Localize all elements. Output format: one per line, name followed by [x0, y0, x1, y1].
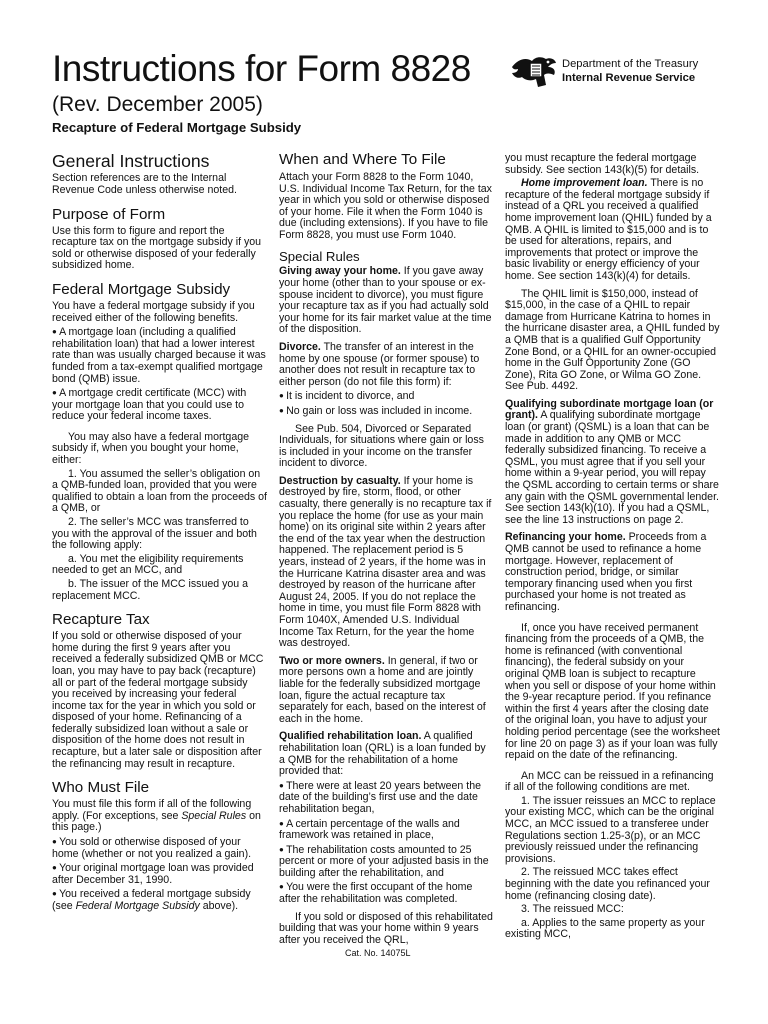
- column-3: [505, 153, 720, 943]
- heading-general-instructions: General Instructions: [52, 151, 210, 171]
- bullet-fms-2: ● A mortgage credit certificate (MCC) with your mortgage loan that you could use to reduce your federal income taxes.: [52, 387, 267, 423]
- paragraph-qsml: Qualifying subordinate mortgage loan (or grant). A qualifying subordinate mortgage loan (or grant) (QSML) is a loan that can be made in addition to any QMB or MCC federally subsidized financing. To receive a QSML, you must agree that if you sell your home within a 9-year period, you will repay the QSML according to certain terms or share any gain with the QSML governmental lender. See section 143(k)(10). If you had a QSML, see the line 13 instructions on page 2.: [505, 397, 719, 526]
- item-1: 1. You assumed the seller’s obligation on a QMB-funded loan, provided that you were qualified to obtain a loan from the proceeds of a QMB, or: [52, 467, 267, 515]
- mcc-item-3: 3. The reissued MCC:: [521, 903, 624, 916]
- form-subtitle: Recapture of Federal Mortgage Subsidy: [52, 120, 302, 135]
- paragraph-qhil-limit: The QHIL limit is $150,000, instead of $15,000, in the case of a QHIL to repair damage from Hurricane Katrina to homes in the hurricane disaster area, a QHIL funded by a QMB that is a qualified Gulf Opportunity Zone Bond, or a QHIL for an owner-occupied home in the Gulf Opportunity Zone (GO Zone), Rita GO Zone, or Wilma GO Zone. See Pub. 4492.: [505, 287, 720, 393]
- department-name: Department of the Treasury: [562, 58, 699, 70]
- heading-special-rules: Special Rules: [279, 248, 360, 264]
- item-a: a. You met the eligibility requirements needed to get an MCC, and: [52, 552, 244, 577]
- paragraph-see-pub: See Pub. 504, Divorced or Separated Individuals, for situations where gain or loss is included in your income on the transfer incident to divorce.: [279, 422, 484, 470]
- heading-purpose: Purpose of Form: [52, 205, 166, 223]
- paragraph-casualty: Destruction by casualty. If your home is destroyed by fire, storm, flood, or other casualty, there generally is no recapture tax if you replace the home (for use as your main home) on its original site within 2 years after the end of the tax year when the destruction happened. The replacement period is 5 years, instead of 2 years, if the home was in the Hurricane Katrina disaster area and was destroyed by reason of the hurricane after August 24, 2005. If you do not replace the home in time, you must file Form 8828 with Form 1040X, Amended U.S. Individual Income Tax Return, for the year the home was destroyed.: [279, 474, 492, 650]
- heading-federal-mortgage-subsidy: Federal Mortgage Subsidy: [52, 280, 231, 298]
- bullet-who-1: ● You sold or otherwise disposed of your home (whether or not you realized a gain).: [52, 836, 267, 860]
- revision-date: (Rev. December 2005): [52, 93, 263, 116]
- heading-when-where: When and Where To File: [279, 151, 446, 168]
- heading-who-must-file: Who Must File: [52, 779, 150, 797]
- paragraph-recapture: If you sold or otherwise disposed of your home during the first 9 years after you received a federally subsidized QMB or MCC loan, you may have to pay back (recapture) all or part of the federal mortgage subsidy you received by increasing your federal income tax for the year in which you sold or disposed of your home. Refinancing of a federally subsidized loan without a sale or disposition of the home does not result in recapture, but a later sale or disposition after the refinancing may result in recapture.: [52, 630, 264, 770]
- bullet-qrl-4: ● You were the first occupant of the home after the rehabilitation was completed.: [279, 881, 494, 905]
- paragraph-mcc: An MCC can be reissued in a refinancing if all of the following conditions are met.: [505, 769, 714, 794]
- paragraph-once: If, once you have received permanent financing from the proceeds of a QMB, the home is refinanced (with conventional financing), the federal subsidy on your original QMB loan is subject to recapture when you sell or dispose of your home within the 9-year recapture period. If you refinance within the first 4 years after the closing date of the original loan, you have to adjust your holding period percentage (see the worksheet for line 20 on page 3) as if your loan was fully repaid on the date of the refinancing.: [505, 621, 720, 762]
- paragraph-divorce: Divorce. The transfer of an interest in the home by one spouse (or former spouse) to another does not result in recapture tax to either person (do not file this form) if:: [279, 340, 480, 388]
- agency-block: [510, 55, 735, 95]
- column-1: [52, 152, 267, 915]
- document-header: [52, 48, 732, 143]
- paragraph-purpose: Use this form to figure and report the recapture tax on the mortgage subsidy if you sold or otherwise disposed of your federally subsidized home.: [52, 224, 262, 272]
- bullet-who-2: ● Your original mortgage loan was provided after December 31, 1990.: [52, 862, 267, 886]
- paragraph-home-improvement: Home improvement loan. There is no recapture of the federal mortgage subsidy if instead of a QRL you received a qualified home improvement loan (QHIL) funded by a QMB. A QHIL is limited to $15,000 and is to be used for alterations, repairs, and improvements that protect or improve the basic livability or energy efficiency of your home. See section 143(k)(4) for details.: [505, 177, 712, 282]
- column-2: [279, 152, 494, 948]
- irs-name: Internal Revenue Service: [562, 72, 696, 84]
- bullet-qrl-2: ● A certain percentage of the walls and framework was retained in place,: [279, 818, 494, 842]
- paragraph-continued: you must recapture the federal mortgage subsidy. See section 143(k)(5) for details.: [505, 152, 700, 176]
- catalog-number: Cat. No. 14075L: [345, 948, 411, 958]
- paragraph-also: You may also have a federal mortgage subsidy if, when you bought your home, either:: [52, 430, 249, 467]
- bullet-divorce-2: ● No gain or loss was included in income.: [279, 405, 494, 418]
- item-b: b. The issuer of the MCC issued you a replacement MCC.: [52, 578, 248, 602]
- mcc-item-a: a. Applies to the same property as your existing MCC,: [505, 916, 705, 941]
- bullet-who-3: ● You received a federal mortgage subsidy (see Federal Mortgage Subsidy above).: [52, 888, 267, 912]
- paragraph-general: Section references are to the Internal Revenue Code unless otherwise noted.: [52, 172, 237, 197]
- paragraph-fms: You have a federal mortgage subsidy if you received either of the following benefits.: [52, 299, 255, 324]
- paragraph-when: Attach your Form 8828 to the Form 1040, U.S. Individual Income Tax Return, for the tax year in which you sold or otherwise disposed of your home. File it when the Form 1040 is due (including extensions). If you have to file Form 8828, you must use Form 1040.: [279, 170, 492, 241]
- item-2: 2. The seller’s MCC was transferred to you with the approval of the issuer and both the following apply:: [52, 516, 257, 552]
- paragraph-giving: Giving away your home. If you gave away your home (other than to your spouse or ex-spouse incident to divorce), you must figure your recapture tax as if you had actually sold your home for its fair market value at the time of the disposition.: [279, 265, 492, 336]
- bullet-qrl-1: ● There were at least 20 years between the date of the building’s first use and the date rehabilitation began,: [279, 780, 494, 816]
- paragraph-qrl-end: If you sold or disposed of this rehabilitated building that was your home within 9 years after you received the QRL,: [279, 910, 493, 946]
- paragraph-qrl: Qualified rehabilitation loan. A qualified rehabilitation loan (QRL) is a loan funded by a QMB for the rehabilitation of a home provided that:: [279, 730, 486, 778]
- mcc-item-1: 1. The issuer reissues an MCC to replace your existing MCC, which can be the original MCC, an MCC issued to a transferee under Regulations section 1.25-3(p), or an MCC previously reissued under the refinancing provisions.: [505, 794, 716, 865]
- paragraph-refinancing: Refinancing your home. Proceeds from a QMB cannot be used to refinance a home mortgage. However, replacement of construction period, bridge, or similar temporary financing used when you first purchased your home is not treated as refinancing.: [505, 531, 707, 613]
- paragraph-owners: Two or more owners. In general, if two or more persons own a home and are jointly liable for the federally subsidized mortgage loan, figure the actual recapture tax separately for each, based on the interest of each in the home.: [279, 654, 486, 725]
- irs-eagle-logo: [510, 55, 558, 89]
- form-title: Instructions for Form 8828: [52, 48, 471, 89]
- bullet-divorce-1: ● It is incident to divorce, and: [279, 390, 494, 403]
- heading-recapture-tax: Recapture Tax: [52, 611, 150, 629]
- paragraph-who: You must file this form if all of the following apply. (For exceptions, see Special Rules on this page.): [52, 798, 261, 834]
- bullet-qrl-3: ● The rehabilitation costs amounted to 25 percent or more of your adjusted basis in the building after the rehabilitation, and: [279, 844, 494, 880]
- agency-name: [562, 57, 698, 85]
- bullet-fms-1: ● A mortgage loan (including a qualified rehabilitation loan) that had a lower interest rate than was usually charged because it was funded from a tax-exempt qualified mortgage bond (QMB) issue.: [52, 326, 267, 385]
- mcc-item-2: 2. The reissued MCC takes effect beginning with the date you refinanced your home (refinancing closing date).: [505, 866, 710, 902]
